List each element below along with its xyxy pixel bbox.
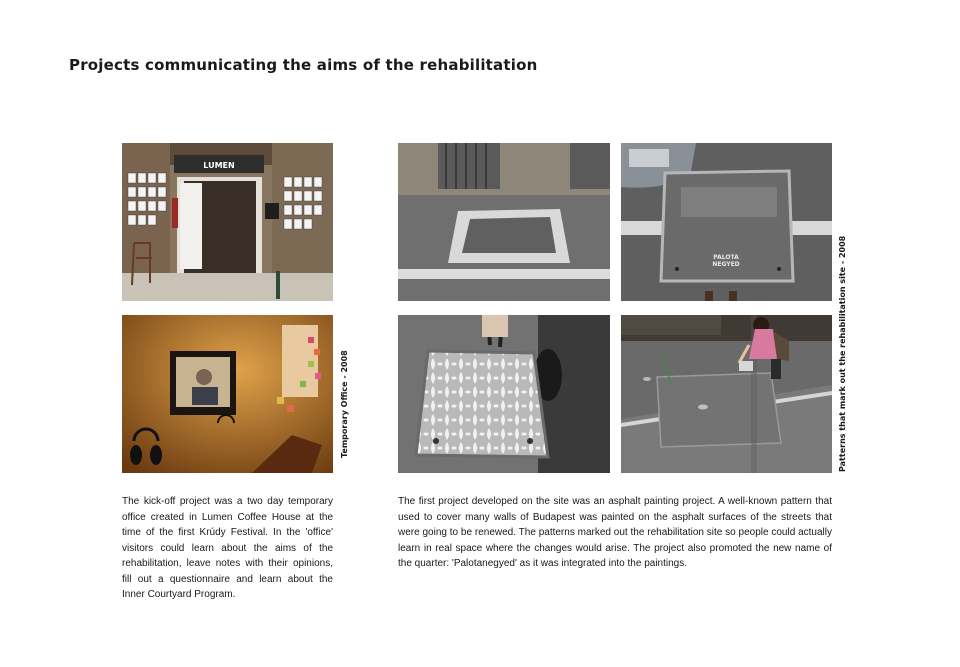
storefront-sign: LUMEN [203,161,235,170]
photo-asphalt-stencil [621,143,832,301]
left-paragraph: The kick-off project was a two day temporary office created in Lumen Coffee House at the time of the first Krúdy Festival. In the 'office' visitors could learn about the aims of the rehabilitation, leave notes with their opinions, fill out a questionnaire and learn about the Inner Courtyard Program. [122,496,333,600]
photo-asphalt-pattern-wall [398,143,610,301]
left-caption: Temporary Office - 2008 [340,350,349,458]
stencil-text: PALOTA NEGYED [712,254,740,268]
page-title: Projects communicating the aims of the rehabilitation [69,56,538,74]
photo-lumen-storefront [122,143,333,301]
right-caption: Patterns that mark out the rehabilitation site - 2008 [838,235,847,472]
photo-temporary-office [122,315,333,473]
photo-patterned-manhole [398,315,610,473]
right-paragraph: The first project developed on the site was an asphalt painting project. A well-known pattern that used to cover many walls of Budapest was painted on the asphalt surfaces of the streets that were going to be renewed. The patterns marked out the rehabilitation site so people could actually learn in real space where the changes would arise. The project also promoted the new name of the quarter: 'Palotanegyed' as it was integrated into the paintings. [398,496,832,569]
photo-girl-painting [621,315,832,473]
